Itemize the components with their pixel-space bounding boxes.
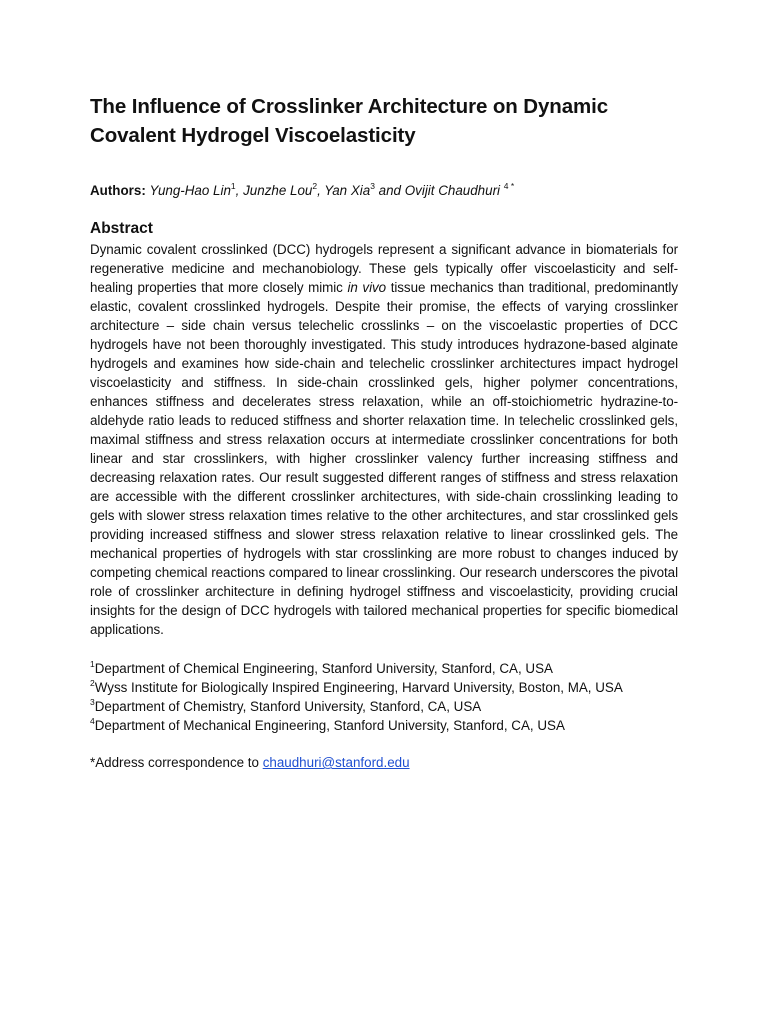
author-affil-marker: 2	[312, 180, 318, 191]
affiliations	[90, 659, 678, 735]
paper-title: The Influence of Crosslinker Architecture on Dynamic Covalent Hydrogel Viscoelasticity	[90, 95, 609, 147]
author-affil-marker: 4 *	[503, 180, 515, 191]
author-name: Junzhe Lou	[243, 183, 313, 198]
affiliation-marker: 2	[90, 677, 95, 688]
affiliation-text: Department of Chemical Engineering, Stanford University, Stanford, CA, USA	[94, 661, 553, 676]
author-name: Ovijit Chaudhuri	[404, 183, 500, 198]
abstract-text: Dynamic covalent crosslinked (DCC) hydrogels represent a significant advance in biomaterials for regenerative medicine and mechanobiology. These gels typically offer viscoelasticity and self-healing properties that more closely mimic	[90, 242, 678, 295]
authors-label: Authors:	[90, 183, 146, 198]
affiliation-text: Wyss Institute for Biologically Inspired Engineering, Harvard University, Boston, MA, USA	[94, 680, 623, 695]
affiliation-item	[90, 659, 678, 678]
abstract-text: tissue mechanics than traditional, predominantly elastic, covalent crosslinked hydrogels. Despite their promise, the effects of varying crosslinker architecture – side chain versus telechelic crosslinks – on the viscoelastic properties of DCC hydrogels have not been thoroughly investigated. This study introduces hydrazone-based alginate hydrogels and examines how side-chain and telechelic crosslinker architectures impact hydrogel viscoelasticity and stiffness. In side-chain crosslinked gels, higher polymer concentrations, enhances stiffness and decelerates stress relaxation, while an off-stoichiometric hydrazine-to-aldehyde ratio leads to reduced stiffness and shorter relaxation time. In telechelic crosslinked gels, maximal stiffness and stress relaxation occurs at intermediate crosslinker concentrations for both linear and star crosslinkers, with higher crosslinker valency further increasing stiffness and decreasing relaxation rates. Our result suggested different ranges of stiffness and stress relaxation are accessible with the different crosslinker architectures, with side-chain crosslinking leading to gels with slower stress relaxation times relative to the other architectures, and star crosslinked gels providing increased stiffness and slower stress relaxation relative to linear crosslinked gels. The mechanical properties of hydrogels with star crosslinking are more robust to changes induced by competing chemical reactions compared to linear crosslinking. Our research underscores the pivotal role of crosslinker architecture in defining hydrogel stiffness and viscoelasticity, providing crucial insights for the design of DCC hydrogels with tailored mechanical properties for specific biomedical applications.	[90, 280, 678, 637]
affiliation-marker: 3	[90, 696, 95, 707]
affiliation-item	[90, 716, 678, 735]
author-name: Yan Xia	[324, 183, 371, 198]
correspondence-line	[90, 753, 678, 772]
author-affil-marker: 3	[370, 180, 375, 191]
affiliation-item	[90, 678, 678, 697]
abstract-italic-term: in vivo	[347, 280, 387, 295]
abstract-heading: Abstract	[90, 220, 153, 237]
author-name: Yung-Hao Lin	[149, 183, 231, 198]
affiliation-text: Department of Mechanical Engineering, Stanford University, Stanford, CA, USA	[94, 718, 565, 733]
affiliation-marker: 4	[90, 715, 95, 726]
affiliation-marker: 1	[90, 658, 95, 669]
correspondence-label: *Address correspondence to	[90, 755, 263, 770]
author-separator: and	[374, 183, 405, 198]
author-affil-marker: 1	[230, 180, 236, 191]
author-line	[90, 181, 678, 200]
author-separator: ,	[317, 183, 325, 198]
abstract-body	[90, 240, 678, 639]
affiliation-text: Department of Chemistry, Stanford University, Stanford, CA, USA	[94, 699, 482, 714]
affiliation-item	[90, 697, 678, 716]
author-separator: ,	[235, 183, 244, 198]
correspondence-email-link[interactable]: chaudhuri@stanford.edu	[262, 755, 410, 770]
